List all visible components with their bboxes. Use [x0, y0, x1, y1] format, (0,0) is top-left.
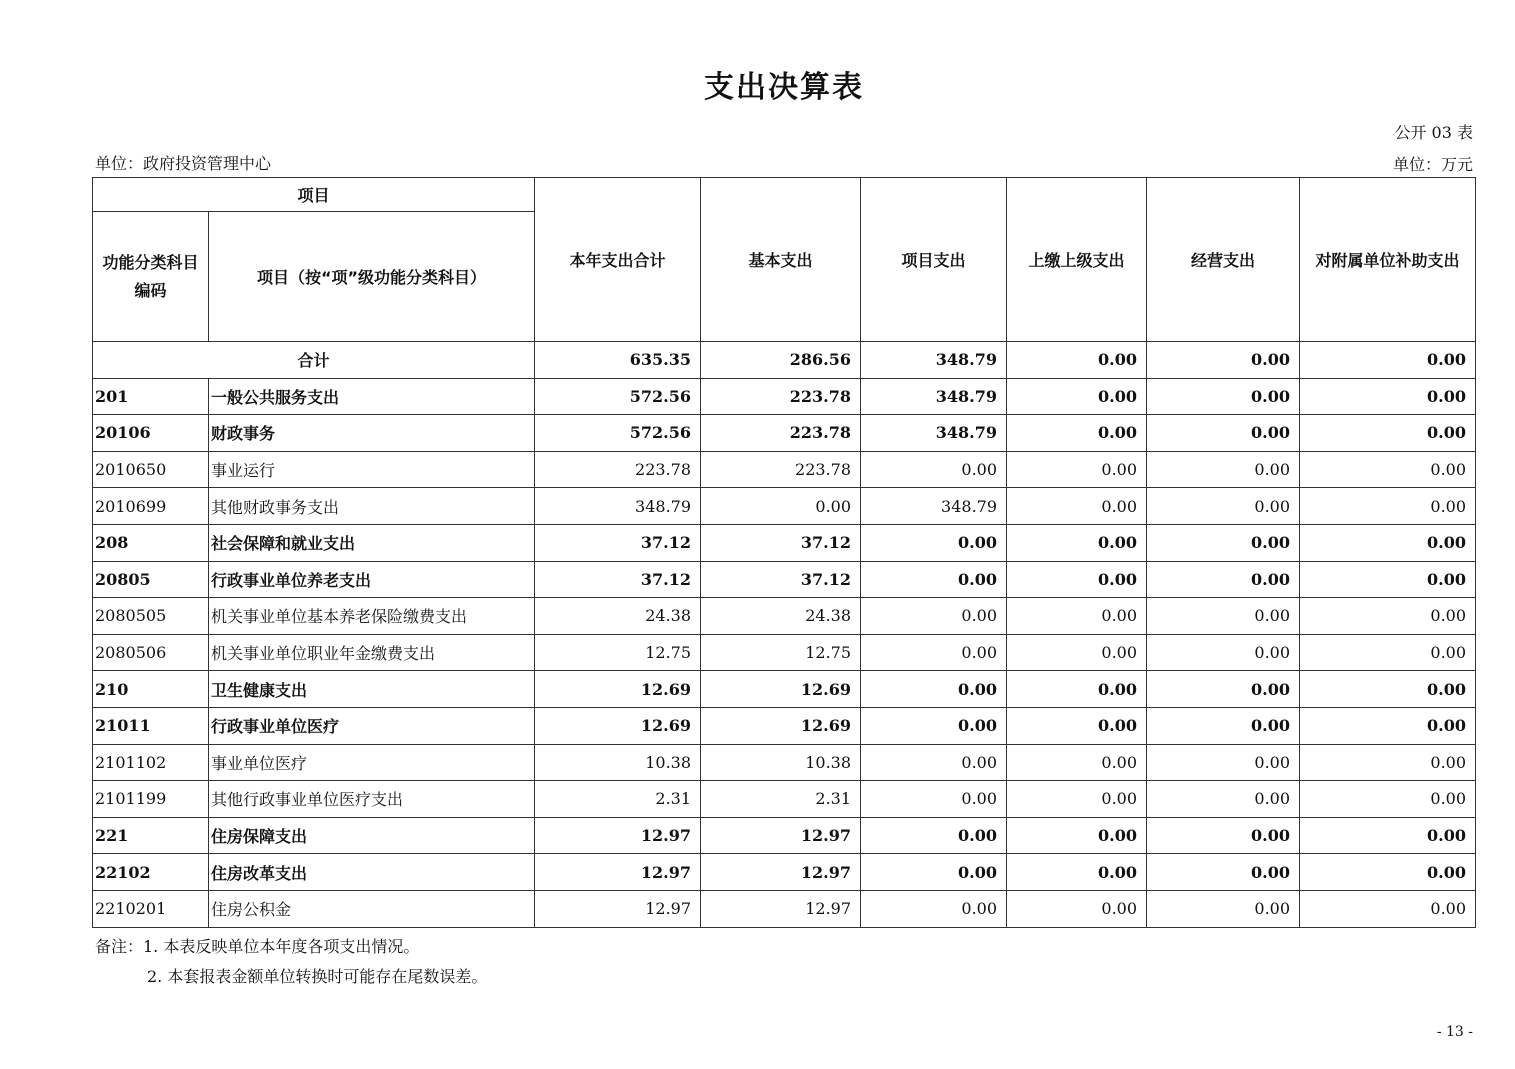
row-value: 0.00: [1147, 561, 1300, 598]
row-value: 0.00: [1007, 744, 1147, 781]
row-code: 2010650: [93, 451, 209, 488]
row-value: 12.97: [535, 817, 701, 854]
table-row: [93, 488, 1476, 525]
row-value: 0.00: [1007, 854, 1147, 891]
row-value: 12.69: [701, 707, 861, 744]
expenditure-table: [92, 177, 1476, 928]
row-value: 10.38: [701, 744, 861, 781]
row-value: 12.97: [701, 854, 861, 891]
row-name: 事业单位医疗: [209, 744, 535, 781]
row-name: 卫生健康支出: [209, 671, 535, 708]
row-code: 210: [93, 671, 209, 708]
row-code: 201: [93, 378, 209, 415]
row-value: 37.12: [535, 524, 701, 561]
table-row: [93, 707, 1476, 744]
row-value: 37.12: [701, 561, 861, 598]
row-value: 12.75: [701, 634, 861, 671]
table-row: [93, 378, 1476, 415]
row-code: 22102: [93, 854, 209, 891]
total-value: 286.56: [701, 342, 861, 379]
row-value: 223.78: [535, 451, 701, 488]
row-value: 2.31: [701, 781, 861, 818]
row-value: 12.75: [535, 634, 701, 671]
total-label: 合计: [93, 342, 535, 379]
table-row: [93, 451, 1476, 488]
row-code: 21011: [93, 707, 209, 744]
row-value: 12.69: [535, 707, 701, 744]
row-value: 0.00: [1147, 378, 1300, 415]
table-row: [93, 671, 1476, 708]
row-value: 37.12: [535, 561, 701, 598]
row-code: 2080506: [93, 634, 209, 671]
row-name: 机关事业单位职业年金缴费支出: [209, 634, 535, 671]
table-row: [93, 744, 1476, 781]
row-value: 0.00: [861, 524, 1007, 561]
row-value: 0.00: [1300, 890, 1476, 927]
row-value: 0.00: [1147, 488, 1300, 525]
row-code: 20805: [93, 561, 209, 598]
row-value: 0.00: [1300, 451, 1476, 488]
row-value: 0.00: [861, 598, 1007, 635]
table-row: [93, 817, 1476, 854]
row-value: 0.00: [1147, 744, 1300, 781]
row-code: 208: [93, 524, 209, 561]
row-value: 348.79: [535, 488, 701, 525]
row-value: 0.00: [1300, 671, 1476, 708]
row-value: 37.12: [701, 524, 861, 561]
row-value: 348.79: [861, 415, 1007, 452]
row-value: 223.78: [701, 378, 861, 415]
row-value: 0.00: [1007, 634, 1147, 671]
total-row: [93, 342, 1476, 379]
row-value: 0.00: [1147, 781, 1300, 818]
row-name: 社会保障和就业支出: [209, 524, 535, 561]
row-name: 事业运行: [209, 451, 535, 488]
row-value: 0.00: [1300, 488, 1476, 525]
total-value: 0.00: [1007, 342, 1147, 379]
row-value: 0.00: [1007, 451, 1147, 488]
row-value: 0.00: [1300, 561, 1476, 598]
row-value: 0.00: [1147, 634, 1300, 671]
table-row: [93, 634, 1476, 671]
row-name: 其他行政事业单位医疗支出: [209, 781, 535, 818]
currency-unit: 单位：万元: [1392, 155, 1473, 174]
row-value: 12.97: [535, 854, 701, 891]
notes: [95, 932, 487, 992]
row-value: 0.00: [1300, 744, 1476, 781]
row-value: 572.56: [535, 415, 701, 452]
row-value: 0.00: [1007, 561, 1147, 598]
row-name: 机关事业单位基本养老保险缴费支出: [209, 598, 535, 635]
row-value: 0.00: [861, 671, 1007, 708]
row-value: 2.31: [535, 781, 701, 818]
row-value: 0.00: [1147, 890, 1300, 927]
row-name: 住房公积金: [209, 890, 535, 927]
header-operating: 经营支出: [1147, 178, 1300, 342]
total-value: 635.35: [535, 342, 701, 379]
row-value: 0.00: [1300, 598, 1476, 635]
header-basic: 基本支出: [701, 178, 861, 342]
row-value: 0.00: [861, 561, 1007, 598]
table-row: [93, 598, 1476, 635]
row-name: 行政事业单位养老支出: [209, 561, 535, 598]
row-value: 0.00: [1147, 854, 1300, 891]
row-value: 0.00: [1007, 488, 1147, 525]
row-value: 0.00: [1300, 817, 1476, 854]
table-row: [93, 890, 1476, 927]
row-code: 2101102: [93, 744, 209, 781]
row-value: 0.00: [1300, 634, 1476, 671]
row-value: 0.00: [1300, 415, 1476, 452]
row-code: 20106: [93, 415, 209, 452]
row-value: 0.00: [861, 744, 1007, 781]
row-code: 2210201: [93, 890, 209, 927]
row-value: 24.38: [535, 598, 701, 635]
row-value: 0.00: [861, 781, 1007, 818]
row-value: 0.00: [1007, 707, 1147, 744]
row-value: 0.00: [861, 890, 1007, 927]
row-value: 0.00: [1007, 817, 1147, 854]
row-name: 住房改革支出: [209, 854, 535, 891]
header-project: 项目: [93, 178, 535, 212]
header-item: 项目支出: [861, 178, 1007, 342]
row-value: 0.00: [701, 488, 861, 525]
row-value: 0.00: [1007, 415, 1147, 452]
row-name: 财政事务: [209, 415, 535, 452]
row-value: 0.00: [1007, 378, 1147, 415]
row-value: 0.00: [1147, 671, 1300, 708]
form-number: 公开 03 表: [1394, 123, 1473, 142]
row-code: 2080505: [93, 598, 209, 635]
row-value: 0.00: [1300, 781, 1476, 818]
row-value: 223.78: [701, 451, 861, 488]
table-row: [93, 854, 1476, 891]
row-value: 24.38: [701, 598, 861, 635]
table-row: [93, 561, 1476, 598]
row-value: 223.78: [701, 415, 861, 452]
total-value: 0.00: [1147, 342, 1300, 379]
row-value: 0.00: [1147, 524, 1300, 561]
page-title: 支出决算表: [704, 70, 864, 105]
row-name: 行政事业单位医疗: [209, 707, 535, 744]
row-value: 0.00: [1300, 854, 1476, 891]
reporting-unit: 单位：政府投资管理中心: [95, 154, 272, 173]
row-value: 12.69: [701, 671, 861, 708]
row-value: 0.00: [1007, 781, 1147, 818]
row-value: 10.38: [535, 744, 701, 781]
row-value: 0.00: [861, 634, 1007, 671]
row-name: 一般公共服务支出: [209, 378, 535, 415]
table-row: [93, 524, 1476, 561]
row-value: 12.97: [701, 890, 861, 927]
row-value: 0.00: [861, 817, 1007, 854]
row-value: 0.00: [861, 707, 1007, 744]
row-value: 0.00: [1007, 890, 1147, 927]
header-name: 项目（按“项”级功能分类科目）: [209, 212, 535, 342]
row-value: 0.00: [1300, 707, 1476, 744]
row-value: 12.69: [535, 671, 701, 708]
row-code: 2101199: [93, 781, 209, 818]
page-number: - 13 -: [1436, 1024, 1473, 1040]
header-total: 本年支出合计: [535, 178, 701, 342]
row-value: 12.97: [701, 817, 861, 854]
row-value: 0.00: [1147, 817, 1300, 854]
header-subsidy: 对附属单位补助支出: [1300, 178, 1476, 342]
row-value: 0.00: [861, 451, 1007, 488]
row-value: 0.00: [1300, 524, 1476, 561]
row-name: 其他财政事务支出: [209, 488, 535, 525]
header-code: 功能分类科目编码: [93, 212, 209, 342]
row-value: 572.56: [535, 378, 701, 415]
row-value: 0.00: [1147, 451, 1300, 488]
table-row: [93, 781, 1476, 818]
total-value: 0.00: [1300, 342, 1476, 379]
row-code: 221: [93, 817, 209, 854]
table-row: [93, 415, 1476, 452]
row-value: 0.00: [1147, 415, 1300, 452]
row-value: 0.00: [1007, 598, 1147, 635]
header-upper: 上缴上级支出: [1007, 178, 1147, 342]
row-value: 0.00: [1007, 524, 1147, 561]
row-name: 住房保障支出: [209, 817, 535, 854]
row-value: 0.00: [1147, 707, 1300, 744]
row-code: 2010699: [93, 488, 209, 525]
row-value: 0.00: [1007, 671, 1147, 708]
row-value: 348.79: [861, 488, 1007, 525]
total-value: 348.79: [861, 342, 1007, 379]
note-line-2: 2. 本套报表金额单位转换时可能存在尾数误差。: [147, 967, 488, 986]
row-value: 0.00: [1300, 378, 1476, 415]
row-value: 348.79: [861, 378, 1007, 415]
row-value: 12.97: [535, 890, 701, 927]
row-value: 0.00: [1147, 598, 1300, 635]
row-value: 0.00: [861, 854, 1007, 891]
note-line-1: 备注：1. 本表反映单位本年度各项支出情况。: [95, 937, 420, 956]
